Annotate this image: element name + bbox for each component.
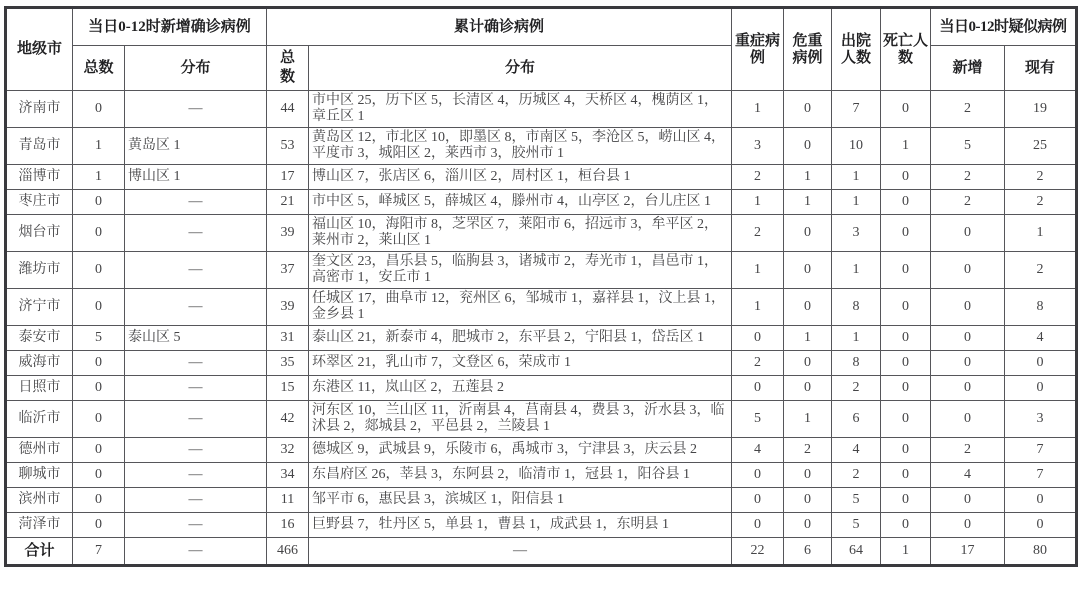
header-new-total: 总数 xyxy=(73,46,125,91)
cell-suspected-current: 80 xyxy=(1005,538,1077,566)
cell-city: 临沂市 xyxy=(6,401,73,438)
cell-suspected-current: 0 xyxy=(1005,376,1077,401)
table-body xyxy=(6,91,1077,566)
cell-cum-dist: 东港区 11，岚山区 2，五莲县 2 xyxy=(309,376,732,401)
cell-deaths: 0 xyxy=(881,289,931,326)
cell-cum-dist: 黄岛区 12，市北区 10，即墨区 8，市南区 5，李沧区 5，崂山区 4，平度市 3，城阳区 2，莱西市 3，胶州市 1 xyxy=(309,128,732,165)
header-discharged: 出院人数 xyxy=(832,8,881,91)
cell-cum-total: 17 xyxy=(267,165,309,190)
cell-cum-total: 34 xyxy=(267,463,309,488)
table-row xyxy=(6,513,1077,538)
cell-suspected-current: 4 xyxy=(1005,326,1077,351)
header-suspected-group: 当日0-12时疑似病例 xyxy=(931,8,1077,46)
cell-suspected-new: 0 xyxy=(931,376,1005,401)
cell-critical: 0 xyxy=(784,252,832,289)
table-row xyxy=(6,376,1077,401)
table-row xyxy=(6,165,1077,190)
cell-new-dist: — xyxy=(125,401,267,438)
cell-suspected-current: 1 xyxy=(1005,215,1077,252)
cell-cum-dist: 任城区 17，曲阜市 12，兖州区 6，邹城市 1，嘉祥县 1，汶上县 1，金乡县 1 xyxy=(309,289,732,326)
cell-discharged: 64 xyxy=(832,538,881,566)
cell-cum-dist: 市中区 25，历下区 5，长清区 4，历城区 4，天桥区 4，槐荫区 1，章丘区 1 xyxy=(309,91,732,128)
cell-cum-total: 39 xyxy=(267,289,309,326)
cell-cum-total: 31 xyxy=(267,326,309,351)
cell-discharged: 2 xyxy=(832,463,881,488)
table-row xyxy=(6,438,1077,463)
header-new-group: 当日0-12时新增确诊病例 xyxy=(73,8,267,46)
cell-new-total: 0 xyxy=(73,289,125,326)
cell-deaths: 0 xyxy=(881,376,931,401)
cell-cum-total: 11 xyxy=(267,488,309,513)
cell-severe: 0 xyxy=(732,463,784,488)
cell-new-dist: — xyxy=(125,463,267,488)
cell-suspected-current: 2 xyxy=(1005,252,1077,289)
cell-severe: 1 xyxy=(732,252,784,289)
cell-suspected-new: 0 xyxy=(931,252,1005,289)
cell-new-dist: — xyxy=(125,215,267,252)
cell-severe: 0 xyxy=(732,376,784,401)
cell-critical: 0 xyxy=(784,376,832,401)
cell-city: 滨州市 xyxy=(6,488,73,513)
cell-new-total: 7 xyxy=(73,538,125,566)
cases-table xyxy=(4,6,1078,567)
cell-new-dist: — xyxy=(125,488,267,513)
cell-cum-total: 15 xyxy=(267,376,309,401)
table-row xyxy=(6,289,1077,326)
cell-cum-dist: 奎文区 23，昌乐县 5，临朐县 3，诸城市 2，寿光市 1，昌邑市 1，高密市 1，安丘市 1 xyxy=(309,252,732,289)
cell-new-dist: — xyxy=(125,538,267,566)
cell-discharged: 10 xyxy=(832,128,881,165)
cell-cum-dist: 市中区 5，峄城区 5，薛城区 4，滕州市 4，山亭区 2，台儿庄区 1 xyxy=(309,190,732,215)
cell-suspected-current: 25 xyxy=(1005,128,1077,165)
cell-suspected-current: 0 xyxy=(1005,351,1077,376)
cell-new-dist: — xyxy=(125,91,267,128)
cell-suspected-current: 0 xyxy=(1005,513,1077,538)
cell-cum-dist: 河东区 10，兰山区 11，沂南县 4，莒南县 4，费县 3，沂水县 3，临沭县 2，郯城县 2，平邑县 2，兰陵县 1 xyxy=(309,401,732,438)
cell-severe: 1 xyxy=(732,289,784,326)
table-row xyxy=(6,488,1077,513)
cell-new-total: 0 xyxy=(73,252,125,289)
cell-cum-total: 37 xyxy=(267,252,309,289)
cell-critical: 0 xyxy=(784,351,832,376)
cell-city: 菏泽市 xyxy=(6,513,73,538)
cell-city: 济宁市 xyxy=(6,289,73,326)
cell-suspected-new: 2 xyxy=(931,190,1005,215)
cell-cum-total: 32 xyxy=(267,438,309,463)
cell-critical: 1 xyxy=(784,165,832,190)
cell-cum-total: 35 xyxy=(267,351,309,376)
cell-city: 威海市 xyxy=(6,351,73,376)
cell-city: 潍坊市 xyxy=(6,252,73,289)
cell-severe: 0 xyxy=(732,513,784,538)
cell-suspected-current: 2 xyxy=(1005,165,1077,190)
cell-cum-dist: 博山区 7，张店区 6，淄川区 2，周村区 1，桓台县 1 xyxy=(309,165,732,190)
cell-cum-total: 39 xyxy=(267,215,309,252)
header-suspected-current: 现有 xyxy=(1005,46,1077,91)
cell-suspected-new: 0 xyxy=(931,351,1005,376)
cell-critical: 0 xyxy=(784,513,832,538)
cell-severe: 22 xyxy=(732,538,784,566)
cell-deaths: 0 xyxy=(881,326,931,351)
cell-discharged: 7 xyxy=(832,91,881,128)
cell-suspected-current: 19 xyxy=(1005,91,1077,128)
cell-suspected-new: 4 xyxy=(931,463,1005,488)
table-row xyxy=(6,128,1077,165)
cell-new-dist: 黄岛区 1 xyxy=(125,128,267,165)
cell-city: 合计 xyxy=(6,538,73,566)
cell-deaths: 0 xyxy=(881,463,931,488)
cell-new-total: 0 xyxy=(73,91,125,128)
cell-critical: 0 xyxy=(784,463,832,488)
cell-suspected-new: 2 xyxy=(931,165,1005,190)
table-header xyxy=(6,8,1077,91)
cell-discharged: 8 xyxy=(832,289,881,326)
cell-cum-dist: 福山区 10，海阳市 8，芝罘区 7，莱阳市 6，招远市 3，牟平区 2，莱州市 2，莱山区 1 xyxy=(309,215,732,252)
cell-new-total: 0 xyxy=(73,215,125,252)
cell-severe: 1 xyxy=(732,91,784,128)
cell-cum-dist: 东昌府区 26，莘县 3，东阿县 2，临清市 1，冠县 1，阳谷县 1 xyxy=(309,463,732,488)
cell-suspected-new: 0 xyxy=(931,289,1005,326)
table-row xyxy=(6,538,1077,566)
cell-deaths: 0 xyxy=(881,252,931,289)
cell-severe: 2 xyxy=(732,351,784,376)
cell-severe: 4 xyxy=(732,438,784,463)
cell-city: 德州市 xyxy=(6,438,73,463)
cell-new-total: 1 xyxy=(73,128,125,165)
cell-suspected-current: 3 xyxy=(1005,401,1077,438)
cell-suspected-current: 7 xyxy=(1005,463,1077,488)
header-cum-group: 累计确诊病例 xyxy=(267,8,732,46)
cell-deaths: 0 xyxy=(881,488,931,513)
cell-discharged: 4 xyxy=(832,438,881,463)
cell-critical: 0 xyxy=(784,215,832,252)
cell-severe: 5 xyxy=(732,401,784,438)
table-row xyxy=(6,326,1077,351)
cell-city: 济南市 xyxy=(6,91,73,128)
header-severe: 重症病例 xyxy=(732,8,784,91)
cell-severe: 1 xyxy=(732,190,784,215)
cell-critical: 1 xyxy=(784,190,832,215)
cell-new-dist: — xyxy=(125,190,267,215)
cell-new-dist: — xyxy=(125,438,267,463)
cell-suspected-new: 17 xyxy=(931,538,1005,566)
cell-cum-total: 16 xyxy=(267,513,309,538)
cell-new-dist: — xyxy=(125,289,267,326)
cell-critical: 0 xyxy=(784,128,832,165)
cell-city: 泰安市 xyxy=(6,326,73,351)
table-row xyxy=(6,463,1077,488)
cell-city: 聊城市 xyxy=(6,463,73,488)
cell-suspected-current: 0 xyxy=(1005,488,1077,513)
cell-severe: 0 xyxy=(732,488,784,513)
table-row xyxy=(6,91,1077,128)
cell-discharged: 2 xyxy=(832,376,881,401)
cell-suspected-new: 0 xyxy=(931,488,1005,513)
cell-cum-dist: — xyxy=(309,538,732,566)
cell-critical: 1 xyxy=(784,401,832,438)
cell-severe: 0 xyxy=(732,326,784,351)
header-cum-total-label: 总数 xyxy=(279,50,295,85)
cell-cum-total: 44 xyxy=(267,91,309,128)
table-row xyxy=(6,190,1077,215)
table-row xyxy=(6,351,1077,376)
cell-critical: 6 xyxy=(784,538,832,566)
cell-severe: 2 xyxy=(732,165,784,190)
cell-new-total: 0 xyxy=(73,351,125,376)
header-deaths: 死亡人数 xyxy=(881,8,931,91)
header-cum-total xyxy=(267,46,309,91)
cell-discharged: 5 xyxy=(832,488,881,513)
cell-deaths: 0 xyxy=(881,91,931,128)
cell-new-total: 5 xyxy=(73,326,125,351)
cell-new-dist: 泰山区 5 xyxy=(125,326,267,351)
cell-suspected-new: 5 xyxy=(931,128,1005,165)
cell-cum-dist: 泰山区 21，新泰市 4，肥城市 2，东平县 2，宁阳县 1，岱岳区 1 xyxy=(309,326,732,351)
cell-new-total: 0 xyxy=(73,438,125,463)
cell-severe: 3 xyxy=(732,128,784,165)
cell-suspected-current: 7 xyxy=(1005,438,1077,463)
cell-cum-total: 21 xyxy=(267,190,309,215)
cell-city: 枣庄市 xyxy=(6,190,73,215)
cell-suspected-new: 0 xyxy=(931,401,1005,438)
cell-deaths: 0 xyxy=(881,513,931,538)
cell-critical: 0 xyxy=(784,488,832,513)
cell-new-total: 0 xyxy=(73,401,125,438)
cell-discharged: 8 xyxy=(832,351,881,376)
table-row xyxy=(6,401,1077,438)
cell-cum-dist: 邹平市 6，惠民县 3，滨城区 1，阳信县 1 xyxy=(309,488,732,513)
header-new-dist: 分布 xyxy=(125,46,267,91)
cell-deaths: 0 xyxy=(881,165,931,190)
cell-cum-dist: 环翠区 21，乳山市 7，文登区 6，荣成市 1 xyxy=(309,351,732,376)
cell-cum-dist: 德城区 9，武城县 9，乐陵市 6，禹城市 3，宁津县 3，庆云县 2 xyxy=(309,438,732,463)
cell-suspected-new: 0 xyxy=(931,215,1005,252)
cell-suspected-current: 2 xyxy=(1005,190,1077,215)
cell-deaths: 0 xyxy=(881,190,931,215)
cell-city: 烟台市 xyxy=(6,215,73,252)
cell-deaths: 0 xyxy=(881,215,931,252)
cell-discharged: 6 xyxy=(832,401,881,438)
cell-new-dist: — xyxy=(125,376,267,401)
cell-suspected-new: 0 xyxy=(931,326,1005,351)
cell-deaths: 1 xyxy=(881,538,931,566)
cell-cum-dist: 巨野县 7，牡丹区 5，单县 1，曹县 1，成武县 1，东明县 1 xyxy=(309,513,732,538)
table-row xyxy=(6,252,1077,289)
cell-deaths: 0 xyxy=(881,438,931,463)
cell-discharged: 1 xyxy=(832,165,881,190)
cell-new-dist: — xyxy=(125,513,267,538)
cell-critical: 1 xyxy=(784,326,832,351)
cell-suspected-new: 2 xyxy=(931,438,1005,463)
cell-new-total: 0 xyxy=(73,463,125,488)
header-city: 地级市 xyxy=(6,8,73,91)
cell-suspected-new: 0 xyxy=(931,513,1005,538)
cell-cum-total: 466 xyxy=(267,538,309,566)
cell-discharged: 3 xyxy=(832,215,881,252)
cell-cum-total: 53 xyxy=(267,128,309,165)
cell-new-dist: 博山区 1 xyxy=(125,165,267,190)
cell-new-dist: — xyxy=(125,252,267,289)
cell-discharged: 1 xyxy=(832,190,881,215)
cell-severe: 2 xyxy=(732,215,784,252)
cell-discharged: 1 xyxy=(832,326,881,351)
cell-city: 青岛市 xyxy=(6,128,73,165)
cell-new-total: 0 xyxy=(73,376,125,401)
header-suspected-new: 新增 xyxy=(931,46,1005,91)
cell-new-total: 0 xyxy=(73,513,125,538)
cell-city: 日照市 xyxy=(6,376,73,401)
cell-suspected-current: 8 xyxy=(1005,289,1077,326)
cell-cum-total: 42 xyxy=(267,401,309,438)
header-cum-dist: 分布 xyxy=(309,46,732,91)
cell-deaths: 1 xyxy=(881,128,931,165)
cell-new-total: 1 xyxy=(73,165,125,190)
cell-deaths: 0 xyxy=(881,351,931,376)
cell-suspected-new: 2 xyxy=(931,91,1005,128)
cell-critical: 0 xyxy=(784,91,832,128)
cell-city: 淄博市 xyxy=(6,165,73,190)
cell-deaths: 0 xyxy=(881,401,931,438)
header-critical: 危重病例 xyxy=(784,8,832,91)
cell-discharged: 5 xyxy=(832,513,881,538)
cell-discharged: 1 xyxy=(832,252,881,289)
cell-new-total: 0 xyxy=(73,488,125,513)
cell-critical: 0 xyxy=(784,289,832,326)
cell-critical: 2 xyxy=(784,438,832,463)
cell-new-dist: — xyxy=(125,351,267,376)
table-row xyxy=(6,215,1077,252)
cell-new-total: 0 xyxy=(73,190,125,215)
